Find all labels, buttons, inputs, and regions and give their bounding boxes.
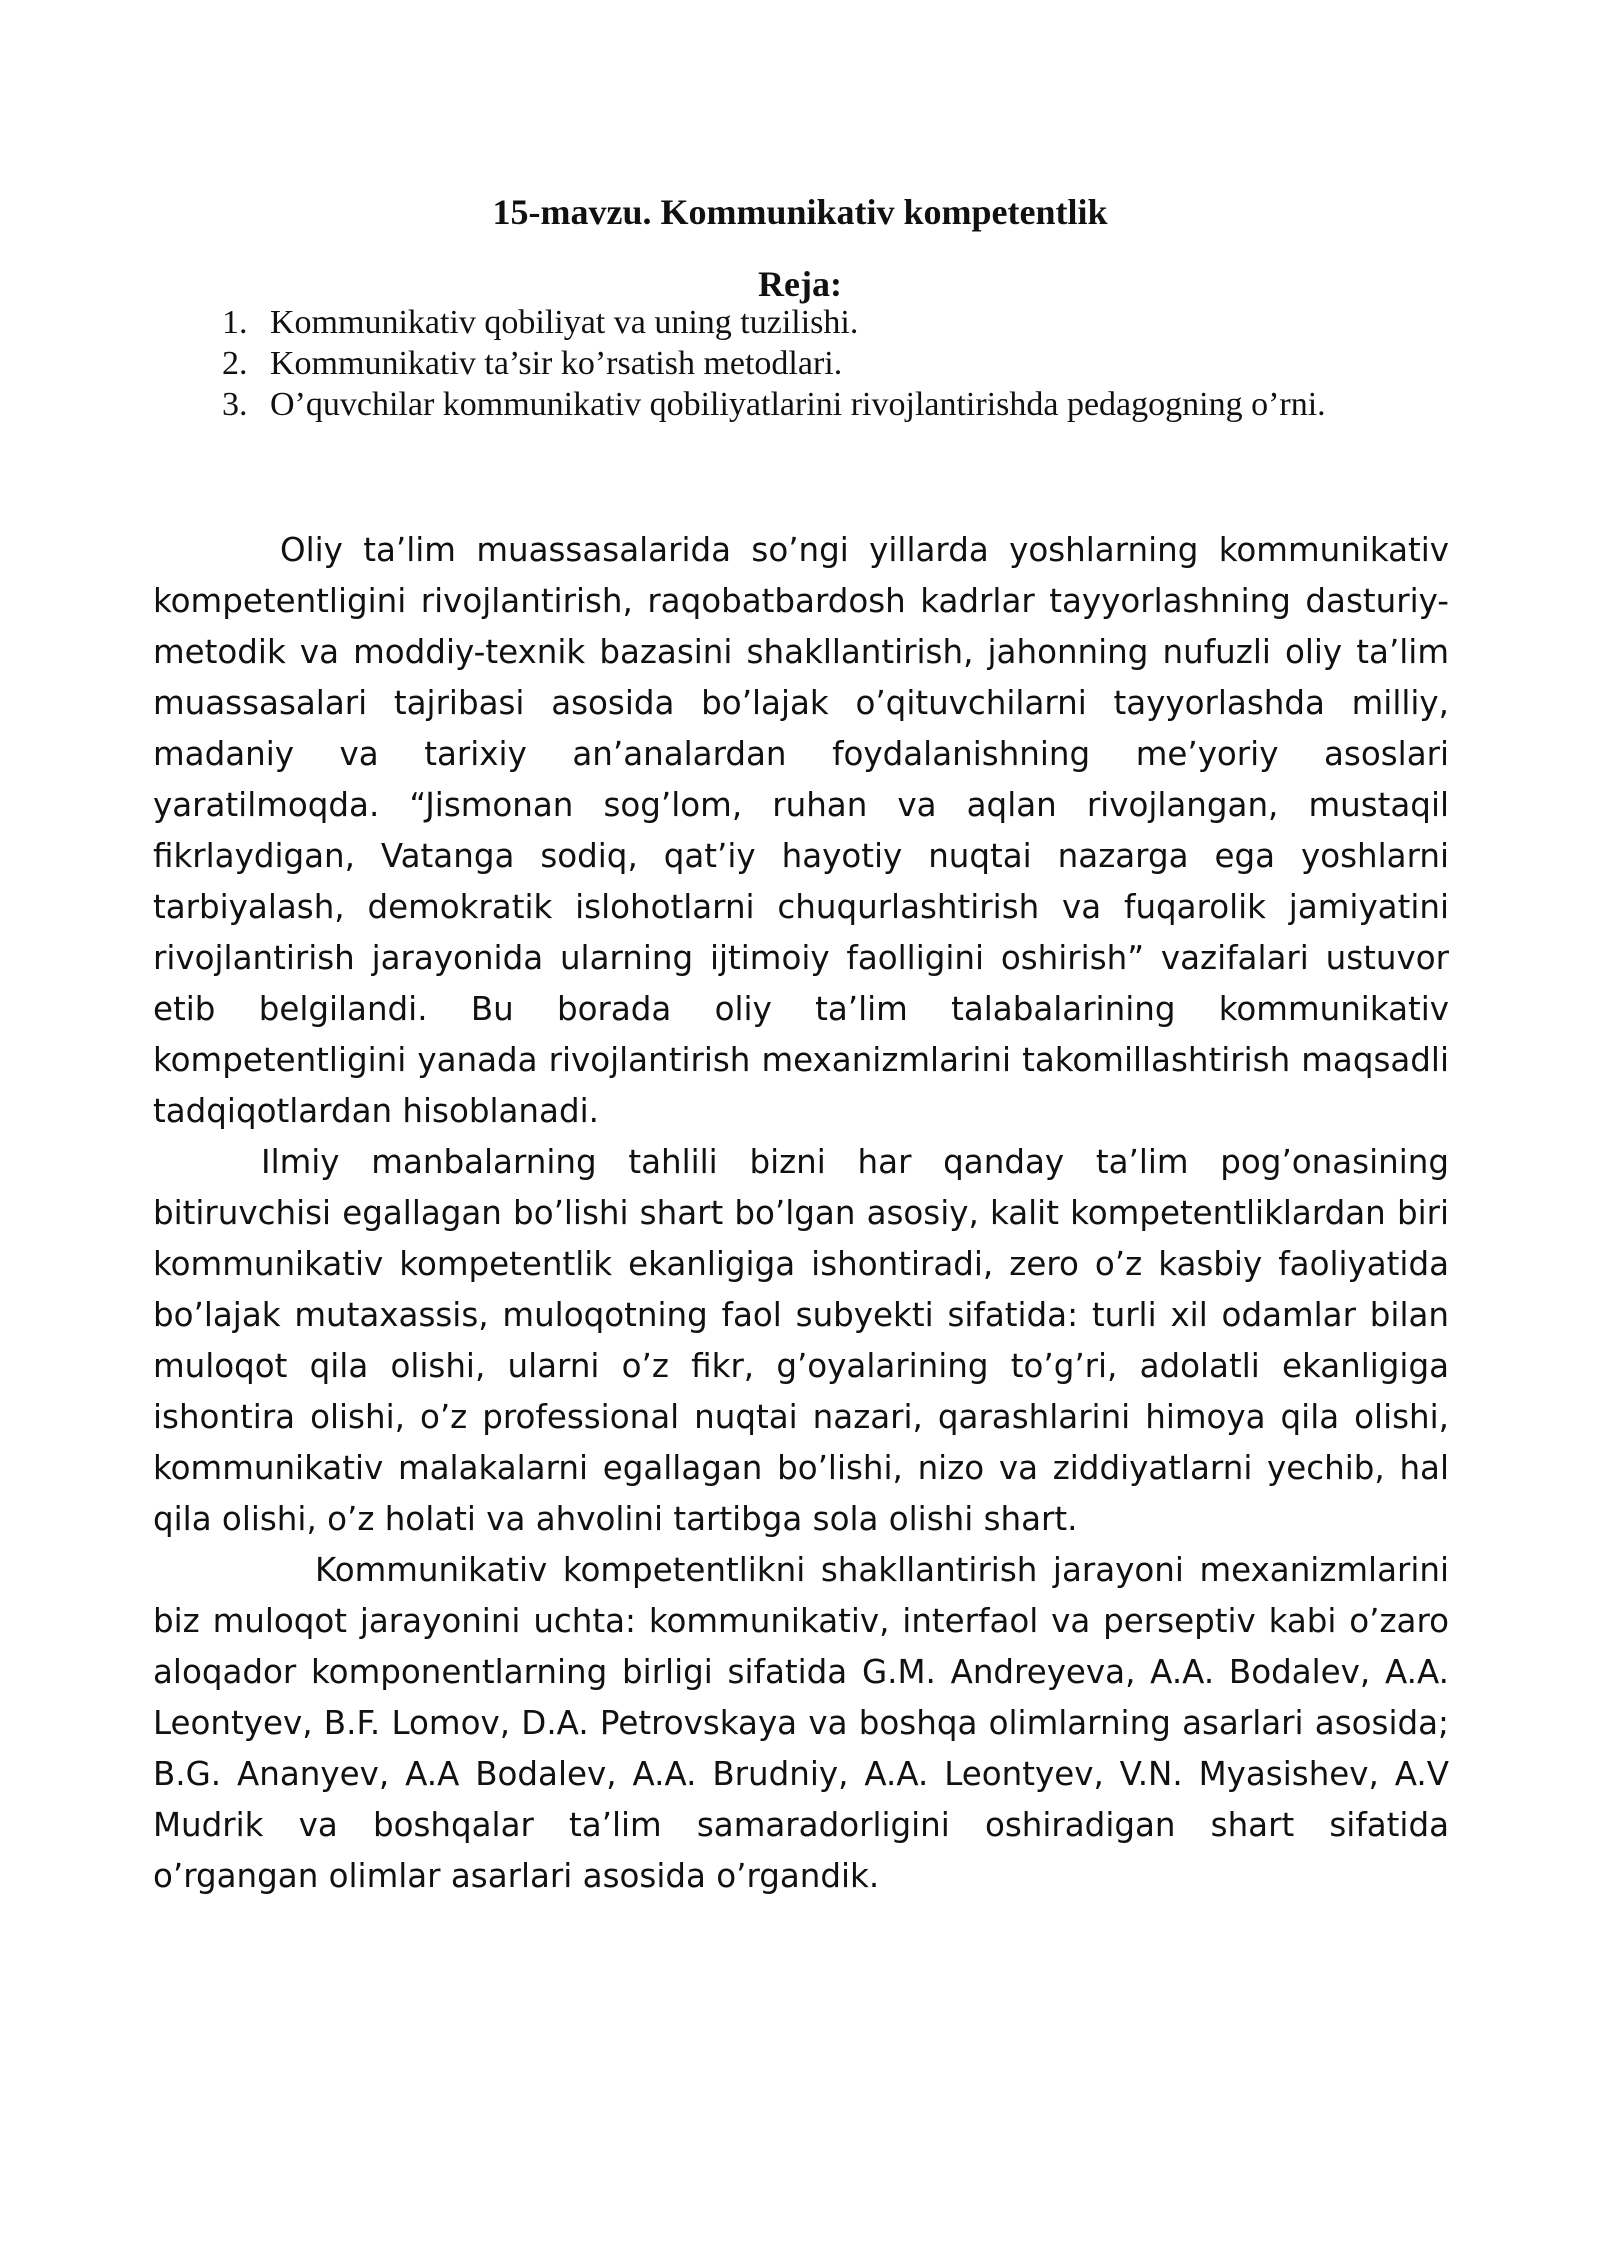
plan-item-text: Kommunikativ ta’sir ko’rsatish metodlari.	[270, 345, 843, 382]
plan-item-number: 2.	[222, 345, 248, 382]
body-text	[153, 525, 1449, 1902]
page-title: 15-mavzu. Kommunikativ kompetentlik	[492, 192, 1108, 232]
paragraph-1: Oliy ta’lim muassasalarida so’ngi yillarda yoshlarning kommunikativ kompetentligini rivojlantirish, raqobatbardosh kadrlar tayyorlashning dasturiy-metodik va moddiy-texnik bazasini shakllantirish, jahonning nufuzli oliy ta’lim muassasalari tajribasi asosida bo’lajak o’qituvchilarni tayyorlashda milliy, madaniy va tarixiy an’analardan foydalanishning me’yoriy asoslari yaratilmoqda. “Jismonan sog’lom, ruhan va aqlan rivojlangan, mustaqil fikrlaydigan, Vatanga sodiq, qat’iy hayotiy nuqtai nazarga ega yoshlarni tarbiyalash, demokratik islohotlarni chuqurlashtirish va fuqarolik jamiyatini rivojlantirish jarayonida ularning ijtimoiy faolligini oshirish” vazifalari ustuvor etib belgilandi. Bu borada oliy ta’lim talabalarining kommunikativ kompetentligini yanada rivojlantirish mexanizmlarini takomillashtirish maqsadli tadqiqotlardan hisoblanadi.	[153, 531, 1449, 1130]
plan-item-text: Kommunikativ qobiliyat va uning tuzilishi.	[270, 304, 859, 341]
plan-item-number: 3.	[222, 386, 248, 423]
plan-item	[222, 343, 1382, 384]
plan-item	[222, 302, 1382, 343]
paragraph-3: Kommunikativ kompetentlikni shakllantirish jarayoni mexanizmlarini biz muloqot jarayonini uchta: kommunikativ, interfaol va perseptiv kabi o’zaro aloqador komponentlarning birligi sifatida G.M. Andreyeva, A.A. Bodalev, A.A. Leontyev, B.F. Lomov, D.A. Petrovskaya va boshqa olimlarning asarlari asosida; B.G. Ananyev, A.A Bodalev, A.A. Brudniy, A.A. Leontyev, V.N. Myasishev, A.V Mudrik va boshqalar ta’lim samaradorligini oshiradigan shart sifatida o’rgangan olimlar asarlari asosida o’rgandik.	[153, 1551, 1449, 1895]
plan-item-number: 1.	[222, 304, 248, 341]
plan-item-text: O’quvchilar kommunikativ qobiliyatlarini rivojlantirishda pedagogning o’rni.	[270, 386, 1326, 423]
paragraph-2: Ilmiy manbalarning tahlili bizni har qanday ta’lim pog’onasining bitiruvchisi egallagan bo’lishi shart bo’lgan asosiy, kalit kompetentliklardan biri kommunikativ kompetentlik ekanligiga ishontiradi, zero o’z kasbiy faoliyatida bo’lajak mutaxassis, muloqotning faol subyekti sifatida: turli xil odamlar bilan muloqot qila olishi, ularni o’z fikr, g’oyalarining to’g’ri, adolatli ekanligiga ishontira olishi, o’z professional nuqtai nazari, qarashlarini himoya qila olishi, kommunikativ malakalarni egallagan bo’lishi, nizo va ziddiyatlarni yechib, hal qila olishi, o’z holati va ahvolini tartibga sola olishi shart.	[153, 1143, 1449, 1538]
plan-item	[222, 384, 1382, 425]
plan-list	[222, 302, 1382, 425]
plan-heading: Reja:	[758, 264, 842, 304]
